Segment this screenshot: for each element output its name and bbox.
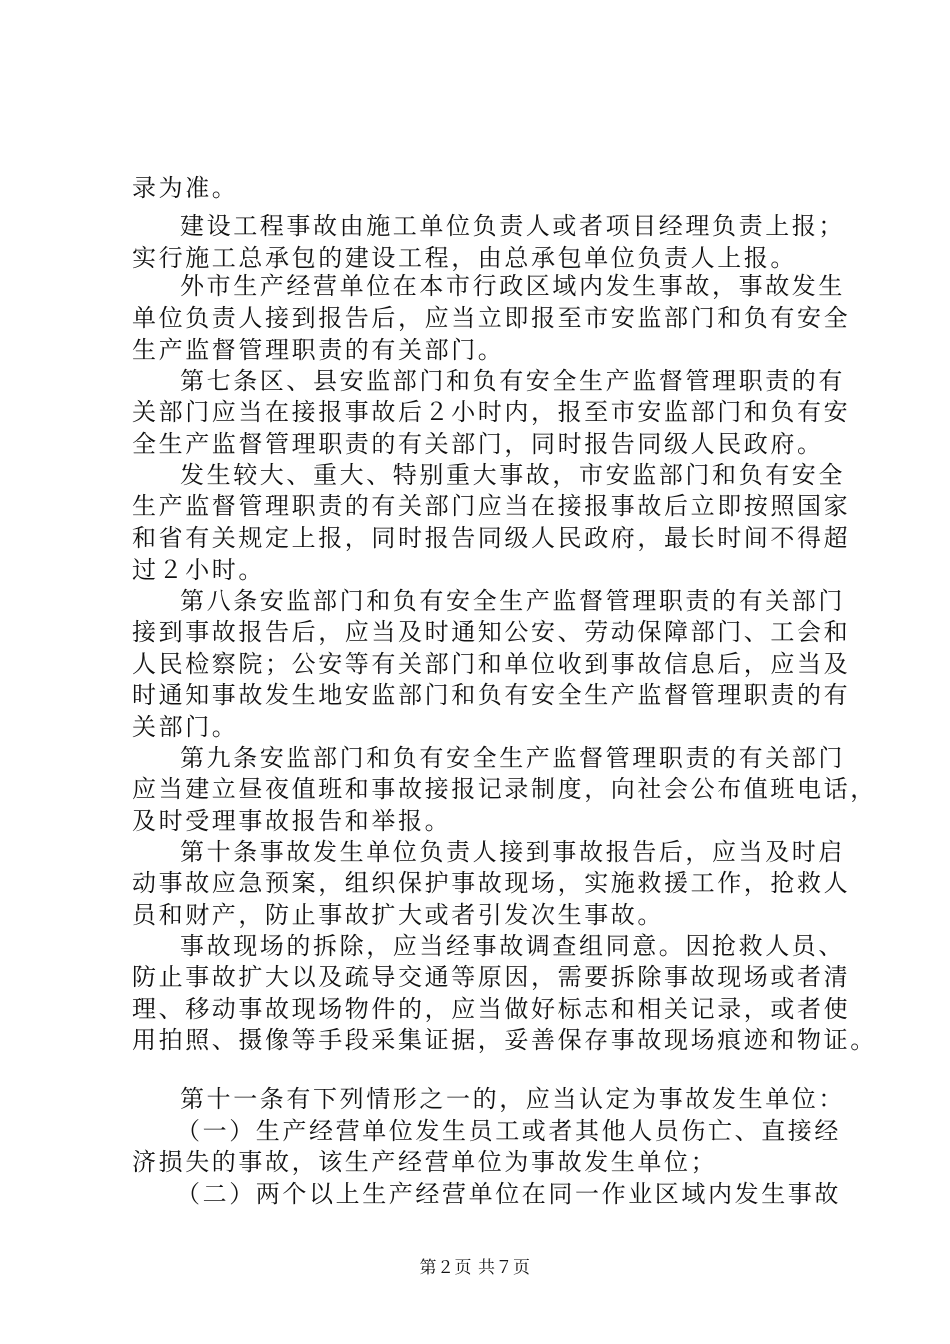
text-line: 第十一条有下列情形之一的，应当认定为事故发生单位：	[180, 1085, 845, 1113]
text-line: 接到事故报告后，应当及时通知公安、劳动保障部门、工会和	[132, 618, 851, 646]
text-line: 发生较大、重大、特别重大事故，市安监部门和负有安全	[180, 461, 845, 489]
page-number-footer: 第２页 共７页	[419, 1258, 531, 1278]
text-line: 全生产监督管理职责的有关部门，同时报告同级人民政府。	[132, 430, 824, 458]
text-line: 动事故应急预案，组织保护事故现场，实施救援工作，抢救人	[132, 869, 851, 897]
text-line: 防止事故扩大以及疏导交通等原因，需要拆除事故现场或者清	[132, 963, 851, 991]
text-line: 生产监督管理职责的有关部门。	[132, 336, 505, 364]
text-line: 录为准。	[132, 174, 239, 202]
text-line: 员和财产，防止事故扩大或者引发次生事故。	[132, 901, 664, 929]
text-line: 第八条安监部门和负有安全生产监督管理职责的有关部门	[180, 587, 845, 615]
text-line: 第九条安监部门和负有安全生产监督管理职责的有关部门	[180, 744, 845, 772]
text-line: 第十条事故发生单位负责人接到事故报告后，应当及时启	[180, 838, 845, 866]
text-line: 时通知事故发生地安监部门和负有安全生产监督管理职责的有	[132, 681, 851, 709]
text-line: 人民检察院；公安等有关部门和单位收到事故信息后，应当及	[132, 650, 851, 678]
text-line: 实行施工总承包的建设工程，由总承包单位负责人上报。	[132, 244, 797, 272]
text-line: 第七条区、县安监部门和负有安全生产监督管理职责的有	[180, 367, 845, 395]
text-line: 生产监督管理职责的有关部门应当在接报事故后立即按照国家	[132, 492, 851, 520]
text-line: 关部门应当在接报事故后２小时内，报至市安监部门和负有安	[132, 398, 851, 426]
text-line: 应当建立昼夜值班和事故接报记录制度，向社会公布值班电话，	[132, 775, 877, 803]
text-line: 事故现场的拆除，应当经事故调查组同意。因抢救人员、	[180, 932, 845, 960]
text-line: 外市生产经营单位在本市行政区域内发生事故，事故发生	[180, 272, 845, 300]
text-line: 建设工程事故由施工单位负责人或者项目经理负责上报；	[180, 212, 845, 240]
text-line: 和省有关规定上报，同时报告同级人民政府，最长时间不得超	[132, 524, 851, 552]
text-line: 及时受理事故报告和举报。	[132, 807, 452, 835]
text-line: 理、移动事故现场物件的，应当做好标志和相关记录，或者使	[132, 995, 851, 1023]
text-line: 单位负责人接到报告后，应当立即报至市安监部门和负有安全	[132, 304, 851, 332]
text-line: 关部门。	[132, 713, 239, 741]
text-line: （二）两个以上生产经营单位在同一作业区域内发生事故	[176, 1180, 841, 1208]
text-line: 济损失的事故，该生产经营单位为事故发生单位；	[132, 1148, 718, 1176]
text-line: 用拍照、摄像等手段采集证据，妥善保存事故现场痕迹和物证。	[132, 1026, 877, 1054]
text-line: 过２小时。	[132, 556, 265, 584]
text-line: （一）生产经营单位发生员工或者其他人员伤亡、直接经	[176, 1117, 841, 1145]
